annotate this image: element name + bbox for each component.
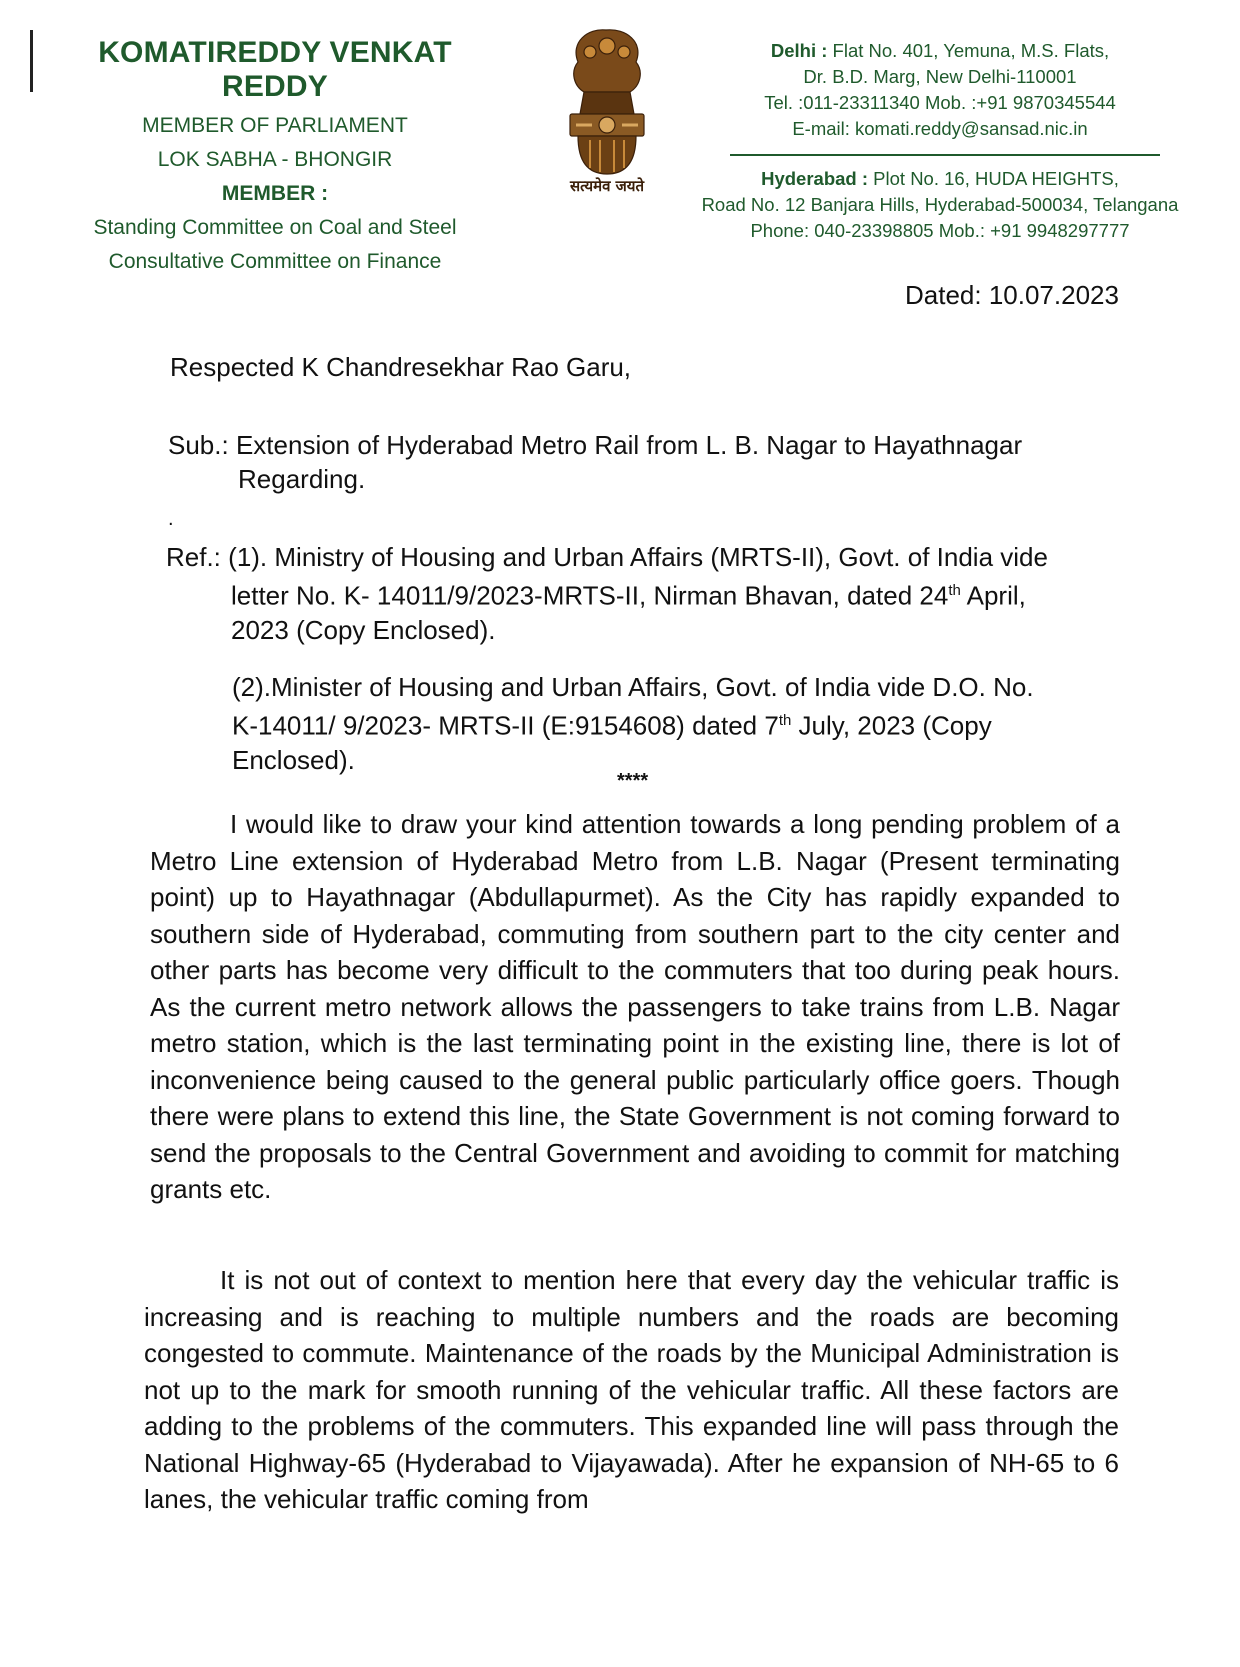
mp-title: MEMBER OF PARLIAMENT (142, 114, 408, 137)
mp-constituency: LOK SABHA - BHONGIR (157, 148, 393, 171)
member-label: MEMBER : (221, 182, 329, 205)
margin-mark (30, 30, 33, 92)
emblem-motto: सत्यमेव जयते (569, 177, 645, 195)
delhi-address-line-1 (700, 38, 1180, 64)
body-paragraph-2: It is not out of context to mention here that every day the vehicular traffic is increasing and is reaching to multiple numbers and the roads are becoming congested to commute. Maintenance of the roads by the Municipal Administration is not up to the mark for smooth running of the vehicular traffic. All these factors are adding to the problems of the commuters. This expanded line will pass through the National Highway-65 (Hyderabad to Vijayawada). After he expansion of NH-65 to 6 lanes, the vehicular traffic coming from (144, 1265, 1119, 1514)
delhi-label: Delhi : (770, 40, 828, 61)
ref-2-text-2a: K-14011/ 9/2023- MRTS-II (E:9154608) dated 7 (232, 710, 779, 741)
hyd-phone: Phone: 040-23398805 Mob.: +91 9948297777 (750, 220, 1130, 241)
body-paragraph-1: I would like to draw your kind attention towards a long pending problem of a Metro Line extension of Hyderabad Metro from L.B. Nagar (Present terminating point) up to Hayathnagar (Abdullapurmet). As the City has rapidly expanded to southern side of Hyderabad, commuting from southern part to the city center and other parts has become very difficult to the commuters that too during peak hours. As the current metro network allows the passengers to take trains from L.B. Nagar metro station, which is the last terminating point in the existing line, there is lot of inconvenience being caused to the general public particularly office goers. Though there were plans to extend this line, the State Government is not coming forward to send the proposals to the Central Government and avoiding to commit for matching grants etc. (150, 809, 1120, 1204)
ref-1-line-2 (166, 574, 1136, 613)
hyd-label: Hyderabad : (761, 168, 869, 189)
ref-label: Ref.: (166, 542, 221, 572)
hyd-address-line-1 (700, 166, 1180, 192)
ref-2-line-1: (2).Minister of Housing and Urban Affairs, Govt. of India vide D.O. No. (232, 672, 1034, 702)
subject-text-1: Extension of Hyderabad Metro Rail from L. B. Nagar to Hayathnagar (235, 430, 1023, 460)
subject-text-2: Regarding. (238, 464, 366, 494)
reference-1 (166, 540, 1136, 647)
ref-2-line-2 (232, 704, 1132, 743)
ref-1-line-3: 2023 (Copy Enclosed). (231, 614, 496, 645)
ref-1-sup: th (948, 582, 961, 599)
ref-2-text-2b: July, 2023 (Copy (791, 710, 992, 741)
delhi-address-2: Dr. B.D. Marg, New Delhi-110001 (803, 66, 1077, 87)
mp-name: KOMATIREDDY VENKAT REDDY (98, 36, 452, 103)
stray-dot: . (168, 508, 174, 530)
ref-2-sup: th (778, 712, 792, 729)
delhi-email: E-mail: komati.reddy@sansad.nic.in (792, 118, 1088, 139)
separator: **** (617, 770, 649, 792)
subject-block (168, 428, 1108, 496)
letter-date: Dated: 10.07.2023 (905, 280, 1119, 310)
committee-coal-steel: Standing Committee on Coal and Steel (93, 216, 457, 239)
national-emblem (548, 22, 666, 208)
hyd-address-2: Road No. 12 Banjara Hills, Hyderabad-500034, Telangana (701, 194, 1179, 215)
ref-1-line-1 (166, 540, 1136, 574)
committee-finance: Consultative Committee on Finance (108, 250, 442, 273)
delhi-phone: Tel. :011-23311340 Mob. :+91 9870345544 (764, 92, 1116, 113)
letterhead-right (700, 38, 1180, 244)
letterhead-divider (730, 154, 1160, 156)
hyd-address-1: Plot No. 16, HUDA HEIGHTS, (873, 168, 1119, 189)
letterhead-left (50, 36, 500, 274)
ref-2-line-3: Enclosed). (232, 744, 355, 775)
subject-label: Sub.: (168, 430, 229, 460)
subject-line-1 (168, 428, 1108, 462)
reference-2 (232, 670, 1132, 777)
ref-1-text-2b: April, (960, 580, 1026, 611)
salutation: Respected K Chandresekhar Rao Garu, (170, 352, 632, 382)
ref-1-text-1: (1). Ministry of Housing and Urban Affairs (MRTS-II), Govt. of India vide (228, 542, 1048, 572)
ref-1-text-2a: letter No. K- 14011/9/2023-MRTS-II, Nirman Bhavan, dated 24 (231, 580, 949, 611)
delhi-address-1: Flat No. 401, Yemuna, M.S. Flats, (832, 40, 1110, 61)
